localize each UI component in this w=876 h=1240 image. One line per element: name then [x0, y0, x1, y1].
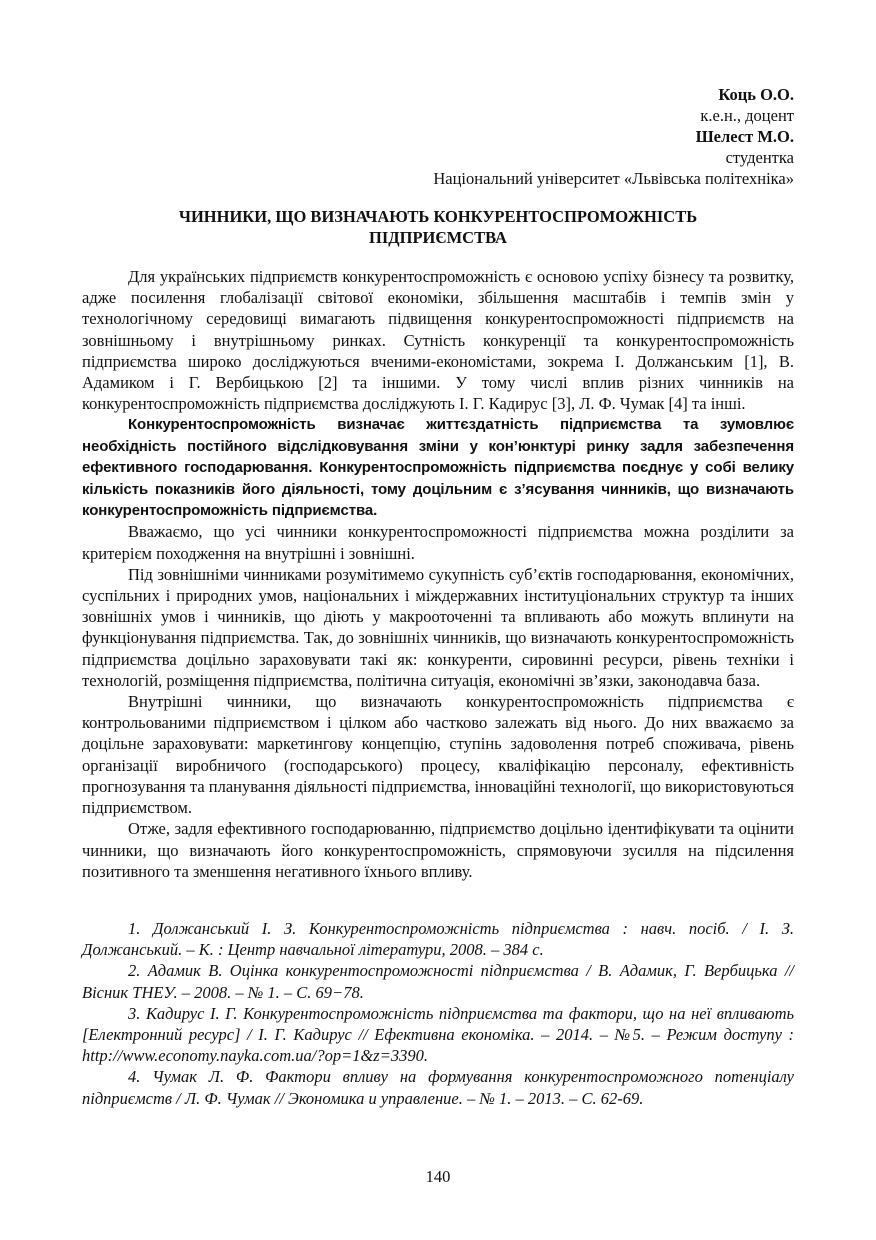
author1-title: к.е.н., доцент [700, 106, 794, 125]
paper-body [82, 266, 794, 882]
author2-title: студентка [725, 148, 794, 167]
reference-item: 4. Чумак Л. Ф. Фактори впливу на формування конкурентоспроможного потенціалу підприємств / Л. Ф. Чумак // Экономика и управление. – № 1. – 2013. – С. 62-69. [82, 1067, 794, 1108]
author2-name: Шелест М.О. [695, 127, 794, 146]
body-paragraph: Для українських підприємств конкурентоспроможність є основою успіху бізнесу та розвитку, адже посилення глобалізації світової економіки, збільшення масштабів і темпів змін у технологічному середовищі вимагають підвищення конкурентоспроможності підприємств на зовнішньому і внутрішньому ринках. Сутність конкуренції та конкурентоспроможність підприємства широко досліджуються вченими-економістами, зокрема І. Должанським [1], В. Адамиком і Г. Вербицькою [2] та іншими. У тому числі вплив різних чинників на конкурентоспроможність підприємства досліджують І. Г. Кадирус [3], Л. Ф. Чумак [4] та інші. [82, 267, 794, 414]
title-line-1: ЧИННИКИ, ЩО ВИЗНАЧАЮТЬ КОНКУРЕНТОСПРОМОЖНІСТЬ [178, 207, 698, 226]
reference-item: 1. Должанський І. З. Конкурентоспроможність підприємства : навч. посіб. / І. З. Должанський. – К. : Центр навчальної літератури, 2008. – 384 с. [82, 919, 794, 960]
reference-item: 2. Адамик В. Оцінка конкурентоспроможності підприємства / В. Адамик, Г. Вербицька // Вісник ТНЕУ. – 2008. – № 1. – С. 69−78. [82, 961, 794, 1002]
author1-name: Коць О.О. [718, 85, 794, 104]
body-paragraph: Вважаємо, що усі чинники конкурентоспроможності підприємства можна розділити за критерієм походження на внутрішні і зовнішні. [82, 522, 794, 563]
title-line-2: ПІДПРИЄМСТВА [369, 228, 507, 247]
references [82, 918, 794, 1109]
reference-item: 3. Кадирус І. Г. Конкурентоспроможність підприємства та фактори, що на неї впливають [Електронний ресурс] / І. Г. Кадирус // Ефективна економіка. – 2014. – №5. – Режим доступу : http://www.economy.nayka.com.ua/?op=1&z=3390. [82, 1003, 794, 1066]
author-block [433, 84, 794, 189]
affiliation: Національний університет «Львівська політехніка» [433, 169, 794, 188]
body-paragraph: Внутрішні чинники, що визначають конкурентоспроможність підприємства є контрольованими підприємством і цілком або частково залежать від нього. До них вважаємо за доцільне зараховувати: маркетингову концепцію, ступінь задоволення потреб споживача, рівень організації виробничого (господарського) процесу, кваліфікацію персоналу, ефективність прогнозування та планування діяльності підприємства, інноваційні технології, що використовуються підприємством. [82, 692, 794, 818]
body-paragraph: Отже, задля ефективного господарюванню, підприємство доцільно ідентифікувати та оцінити чинники, що визначають його конкурентоспроможність, спрямовуючи зусилля на підсилення позитивного та зменшення негативного їхнього впливу. [82, 819, 794, 881]
page-number: 140 [425, 1167, 451, 1186]
body-paragraph-emphasis: Конкурентоспроможність визначає життєздатність підприємства та зумовлює необхідність постійного відслідковування зміни у кон’юнктурі ринку задля забезпечення ефективного господарювання. Конкурентоспроможність підприємства поєднує у собі велику кількість показників його діяльності, тому доцільним є з’ясування чинників, що визначають конкурентоспроможність підприємства. [82, 416, 794, 520]
body-paragraph: Під зовнішніми чинниками розумітимемо сукупність суб’єктів господарювання, економічних, суспільних і природних умов, національних і міждержавних інституціональних структур та інших зовнішніх умов і чинників, що діють у макрооточенні та впливають або можуть вплинути на функціонування підприємства. Так, до зовнішніх чинників, що визначають конкурентоспроможність підприємства доцільно зараховувати такі як: конкуренти, сировинні ресурси, рівень техніки і технологій, розміщення підприємства, політична ситуація, економічні зв’язки, законодавча база. [82, 564, 794, 690]
paper-title [82, 206, 794, 248]
